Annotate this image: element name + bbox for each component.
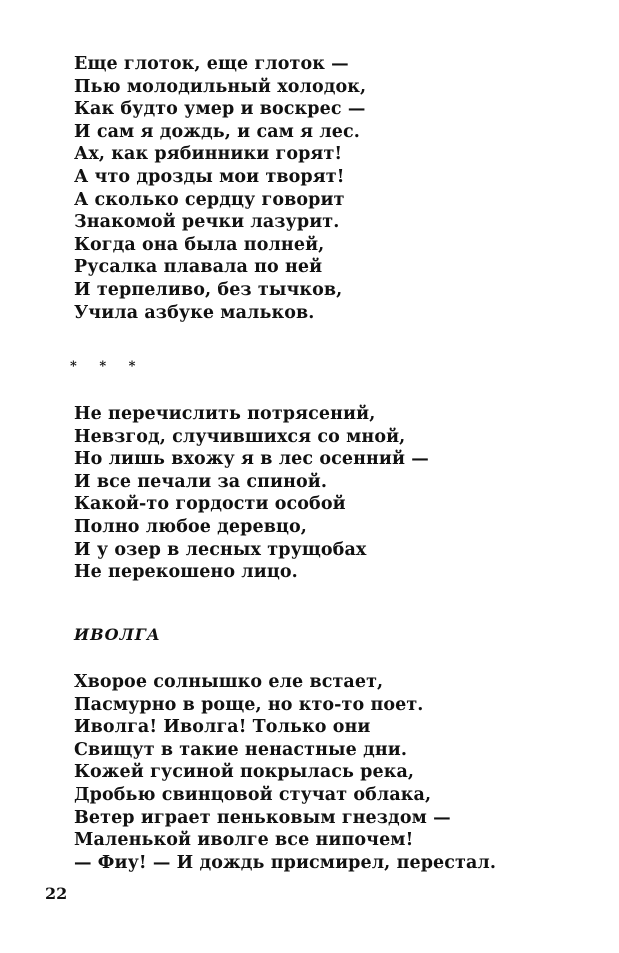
verse-line: Кожей гусиной покрылась река, (74, 762, 415, 783)
poem-stanza-3 (74, 671, 496, 874)
verse-line: Знакомой речки лазурит. (74, 212, 340, 233)
verse-line: Не перекошено лицо. (74, 562, 298, 583)
verse-line: Маленькой иволге все нипочем! (74, 830, 414, 851)
poem-title: ИВОЛГА (74, 625, 161, 644)
verse-line: Когда она была полней, (74, 234, 325, 255)
verse-line: Ах, как рябинники горят! (74, 144, 343, 165)
verse-line: Иволга! Иволга! Только они (74, 717, 371, 738)
verse-line: И все печали за спиной. (74, 471, 328, 492)
asterism-separator: * * * (70, 359, 145, 374)
page-number: 22 (45, 884, 68, 903)
verse-line: А что дрозды мои творят! (74, 166, 345, 187)
verse-line: А сколько сердцу говорит (74, 189, 345, 210)
verse-line: Пью молодильный холодок, (74, 76, 367, 97)
verse-line: Ветер играет пеньковым гнездом — (74, 807, 451, 828)
verse-line: Невзгод, случившихся со мной, (74, 426, 406, 447)
verse-line: Какой-то гордости особой (74, 494, 346, 515)
verse-line: Свищут в такие ненастные дни. (74, 739, 408, 760)
verse-line: Дробью свинцовой стучат облака, (74, 784, 432, 805)
verse-line: Пасмурно в роще, но кто-то поет. (74, 694, 424, 715)
verse-line: Как будто умер и воскрес — (74, 99, 366, 120)
verse-line: Не перечислить потрясений, (74, 404, 376, 424)
verse-line: И сам я дождь, и сам я лес. (74, 121, 360, 142)
verse-line: — Фиу! — И дождь присмирел, перестал. (74, 852, 497, 873)
verse-line: И терпеливо, без тычков, (74, 279, 343, 300)
verse-line: Еще глоток, еще глоток — (74, 54, 349, 74)
poem-stanza-1 (74, 53, 366, 324)
verse-line: Полно любое деревцо, (74, 516, 307, 537)
verse-line: Учила азбуке мальков. (74, 302, 315, 323)
verse-line: Русалка плавала по ней (74, 257, 323, 278)
verse-line: Хворое солнышко еле встает, (74, 672, 384, 692)
verse-line: Но лишь вхожу я в лес осенний — (74, 449, 429, 470)
verse-line: И у озер в лесных трущобах (74, 539, 367, 560)
poem-stanza-2 (74, 403, 429, 584)
